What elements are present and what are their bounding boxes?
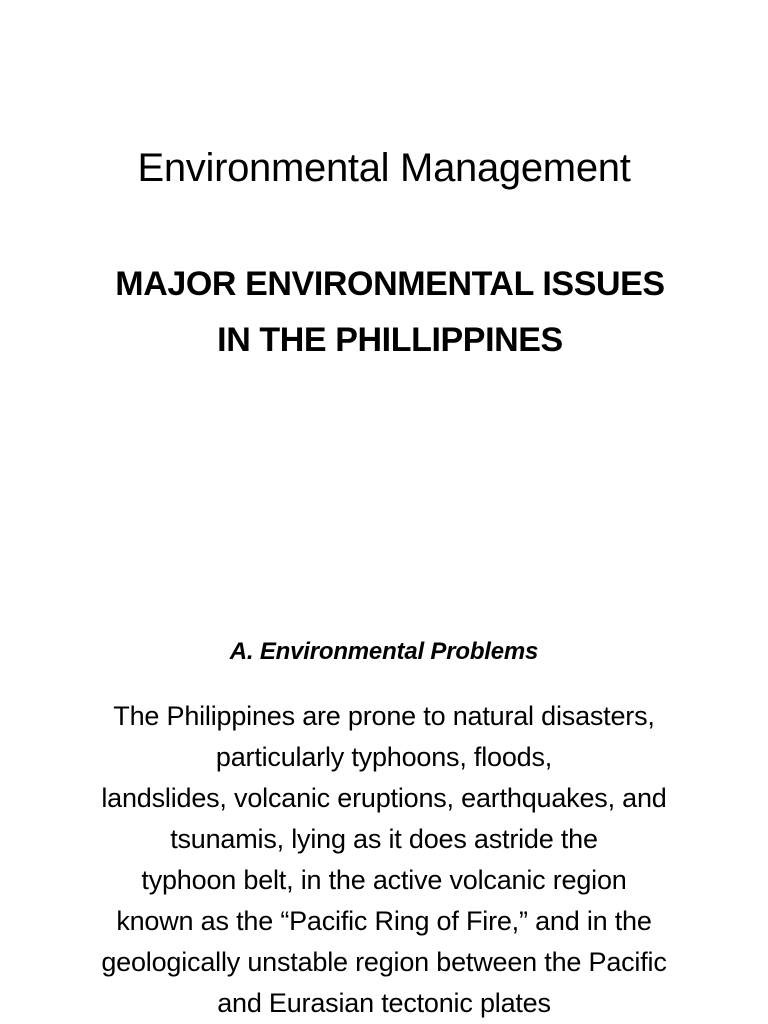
body-line: tsunamis, lying as it does astride the <box>170 824 598 854</box>
body-line: typhoon belt, in the active volcanic region <box>141 865 627 895</box>
body-paragraph <box>30 696 738 1024</box>
heading-line: MAJOR ENVIRONMENTAL ISSUES <box>115 265 665 303</box>
slide-title: Environmental Management <box>137 146 631 190</box>
heading-line: IN THE PHILLIPPINES <box>217 321 563 359</box>
subsection-heading: A. Environmental Problems <box>229 638 539 665</box>
body-line: known as the “Pacific Ring of Fire,” and in the <box>116 906 652 936</box>
body-line: landslides, volcanic eruptions, earthquakes, and <box>101 783 667 813</box>
body-line: and Eurasian tectonic plates <box>217 988 551 1018</box>
body-line: particularly typhoons, floods, <box>215 742 553 772</box>
body-line: The Philippines are prone to natural disasters, <box>113 701 655 731</box>
body-line: geologically unstable region between the Pacific <box>101 947 667 977</box>
section-heading <box>40 256 740 368</box>
